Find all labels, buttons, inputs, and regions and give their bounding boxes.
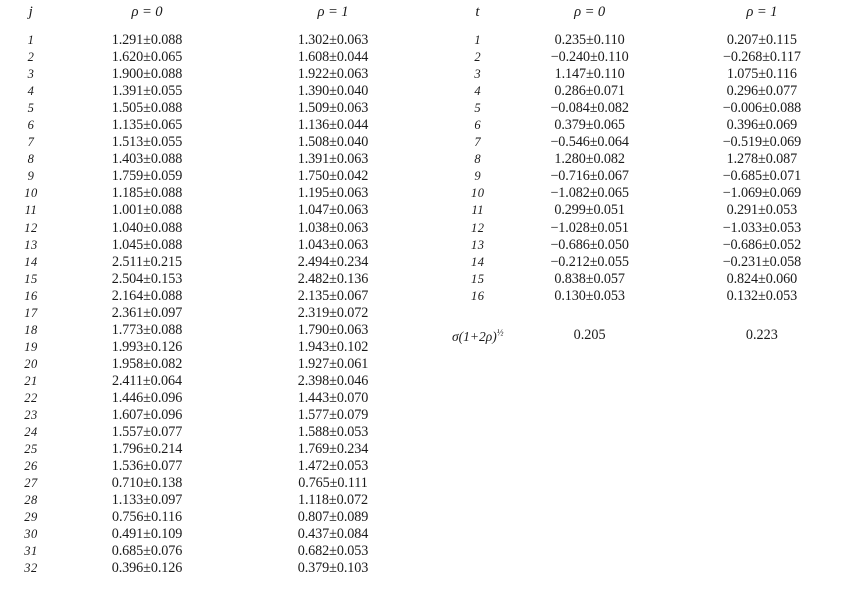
table-row	[8, 271, 426, 288]
left-cell-rho-0: 0.710±0.138	[111, 475, 183, 492]
left-row-index: 15	[24, 271, 38, 286]
left-row-index: 5	[27, 101, 35, 116]
sigma-hat-symbol	[452, 329, 504, 344]
right-row-index: 3	[474, 67, 482, 82]
left-cell-rho-1: 1.509±0.063	[297, 100, 369, 117]
left-cell-rho-1: 1.943±0.102	[297, 338, 369, 355]
left-header-rho-0: ρ = 0	[131, 4, 163, 20]
right-cell-rho-1: −0.268±0.117	[722, 49, 801, 66]
left-cell-rho-1: 1.118±0.072	[297, 492, 368, 509]
left-row-index: 6	[27, 118, 35, 133]
right-cell-rho-0: 1.280±0.082	[554, 151, 625, 168]
left-cell-rho-0: 2.164±0.088	[111, 287, 183, 304]
left-cell-rho-1: 2.398±0.046	[297, 372, 369, 389]
right-row-index: 14	[471, 254, 485, 269]
left-cell-rho-0: 1.513±0.055	[111, 134, 183, 151]
left-cell-rho-1: 0.765±0.111	[298, 475, 368, 492]
right-cell-rho-1: −0.231±0.058	[722, 253, 802, 270]
left-row-index: 29	[24, 510, 38, 525]
right-cell-rho-1: 0.296±0.077	[726, 83, 798, 100]
table-row	[452, 151, 848, 168]
table-row	[8, 83, 426, 100]
left-cell-rho-1: 1.608±0.044	[297, 49, 369, 66]
right-cell-rho-0: 0.299±0.051	[554, 202, 625, 219]
left-cell-rho-0: 1.391±0.055	[111, 83, 183, 100]
table-row	[8, 168, 426, 185]
left-cell-rho-1: 1.043±0.063	[297, 236, 369, 253]
summary-row	[452, 325, 848, 346]
table-row	[8, 66, 426, 83]
right-row-index: 11	[471, 203, 485, 218]
table-row	[452, 49, 848, 66]
table-row	[452, 237, 848, 254]
right-row-index: 4	[474, 84, 482, 99]
summary-label-exponent: ½	[496, 327, 504, 338]
left-cell-rho-1: 0.807±0.089	[297, 509, 369, 526]
left-row-index: 26	[24, 459, 38, 474]
right-row-index: 16	[471, 288, 485, 303]
left-header-row	[8, 4, 426, 32]
summary-value-rho-0: 0.205	[573, 326, 606, 343]
right-cell-rho-1: −1.033±0.053	[722, 219, 802, 236]
table-row	[452, 83, 848, 100]
left-cell-rho-0: 1.620±0.065	[111, 49, 183, 66]
table-row	[8, 237, 426, 254]
left-row-index: 25	[24, 442, 38, 457]
right-cell-rho-0: 0.286±0.071	[554, 83, 625, 100]
left-cell-rho-0: 1.185±0.088	[111, 185, 183, 202]
right-header-row	[452, 4, 848, 32]
right-cell-rho-0: 0.235±0.110	[554, 32, 625, 48]
left-header-rho-1: ρ = 1	[317, 4, 349, 20]
right-cell-rho-0: 1.147±0.110	[554, 66, 625, 83]
right-cell-rho-0: 0.838±0.057	[554, 270, 625, 287]
left-cell-rho-1: 2.135±0.067	[297, 287, 369, 304]
right-cell-rho-1: −0.685±0.071	[722, 168, 802, 185]
left-cell-rho-0: 0.756±0.116	[111, 509, 182, 526]
left-cell-rho-0: 1.045±0.088	[111, 236, 183, 253]
right-table-head	[452, 4, 848, 32]
left-row-index: 17	[24, 305, 38, 320]
left-cell-rho-1: 1.136±0.044	[297, 117, 369, 134]
right-cell-rho-0: 0.379±0.065	[554, 117, 625, 134]
left-row-index: 20	[24, 356, 38, 371]
right-cell-rho-1: 0.207±0.115	[726, 32, 797, 48]
right-header-rho-0: ρ = 0	[574, 4, 606, 20]
left-cell-rho-0: 0.491±0.109	[111, 526, 183, 543]
table-row	[8, 49, 426, 66]
left-cell-rho-0: 1.291±0.088	[111, 32, 183, 48]
summary-value-rho-1: 0.223	[745, 326, 778, 343]
left-row-index: 11	[24, 203, 38, 218]
table-row	[8, 305, 426, 322]
right-data-table	[452, 4, 848, 345]
right-cell-rho-1: 1.075±0.116	[726, 66, 797, 83]
right-cell-rho-0: −0.686±0.050	[550, 236, 629, 253]
left-cell-rho-0: 0.396±0.126	[111, 560, 183, 577]
right-cell-rho-0: −0.240±0.110	[550, 49, 629, 66]
table-row	[8, 373, 426, 390]
left-cell-rho-0: 1.446±0.096	[111, 389, 183, 406]
left-cell-rho-0: 1.133±0.097	[111, 492, 183, 509]
left-cell-rho-0: 1.607±0.096	[111, 407, 183, 424]
right-table-body	[452, 32, 848, 305]
left-cell-rho-1: 1.750±0.042	[297, 168, 369, 185]
summary-label-main: σ(1+2ρ)	[452, 329, 497, 345]
right-cell-rho-1: 1.278±0.087	[726, 151, 798, 168]
table-row	[8, 151, 426, 168]
left-cell-rho-1: 1.769±0.234	[297, 441, 369, 458]
right-row-index: 13	[471, 237, 485, 252]
table-row	[8, 492, 426, 509]
right-header-rho-1: ρ = 1	[746, 4, 778, 20]
left-row-index: 30	[24, 527, 38, 542]
summary-label	[452, 325, 504, 346]
left-cell-rho-1: 1.790±0.063	[297, 321, 369, 338]
left-cell-rho-0: 1.135±0.065	[111, 117, 183, 134]
left-row-index: 1	[27, 33, 35, 47]
left-cell-rho-1: 2.482±0.136	[297, 270, 369, 287]
table-row	[8, 356, 426, 373]
right-cell-rho-1: 0.291±0.053	[726, 202, 798, 219]
left-header-index: j	[28, 4, 34, 20]
table-row	[8, 407, 426, 424]
table-row	[452, 202, 848, 219]
left-cell-rho-0: 1.796±0.214	[111, 441, 183, 458]
left-row-index: 24	[24, 425, 38, 440]
left-row-index: 27	[24, 476, 38, 491]
left-row-index: 19	[24, 339, 38, 354]
left-table-head	[8, 4, 426, 32]
left-cell-rho-0: 2.411±0.064	[111, 372, 182, 389]
left-cell-rho-1: 1.390±0.040	[297, 83, 369, 100]
left-cell-rho-0: 1.040±0.088	[111, 219, 183, 236]
table-row	[452, 32, 848, 49]
left-row-index: 32	[24, 561, 38, 576]
table-row	[8, 560, 426, 577]
table-row	[8, 220, 426, 237]
left-cell-rho-0: 1.773±0.088	[111, 321, 183, 338]
left-row-index: 16	[24, 288, 38, 303]
table-row	[8, 117, 426, 134]
left-row-index: 4	[27, 84, 35, 99]
table-row	[8, 441, 426, 458]
left-cell-rho-0: 2.361±0.097	[111, 304, 183, 321]
table-row	[8, 185, 426, 202]
right-cell-rho-0: −0.084±0.082	[550, 100, 629, 117]
table-row	[8, 509, 426, 526]
left-row-index: 12	[24, 220, 38, 235]
left-row-index: 18	[24, 322, 38, 337]
left-cell-rho-1: 2.494±0.234	[297, 253, 369, 270]
right-row-index: 9	[474, 169, 482, 184]
right-row-index: 6	[474, 118, 482, 133]
left-row-index: 2	[27, 50, 35, 65]
right-cell-rho-0: −1.082±0.065	[550, 185, 629, 202]
left-cell-rho-0: 0.685±0.076	[111, 543, 183, 560]
table-row	[452, 254, 848, 271]
left-row-index: 10	[24, 186, 38, 201]
table-row	[8, 100, 426, 117]
right-cell-rho-0: −1.028±0.051	[550, 219, 629, 236]
table-row	[8, 339, 426, 356]
table-row	[8, 390, 426, 407]
left-cell-rho-1: 1.508±0.040	[297, 134, 369, 151]
table-row	[452, 271, 848, 288]
right-row-index: 5	[474, 101, 482, 116]
table-row	[8, 322, 426, 339]
right-cell-rho-0: −0.546±0.064	[550, 134, 629, 151]
right-row-index: 2	[474, 50, 482, 65]
right-cell-rho-1: −0.686±0.052	[722, 236, 802, 253]
right-cell-rho-1: 0.132±0.053	[726, 287, 798, 304]
left-cell-rho-1: 1.047±0.063	[297, 202, 369, 219]
right-row-index: 8	[474, 152, 482, 167]
table-row	[8, 526, 426, 543]
left-cell-rho-1: 1.927±0.061	[297, 355, 369, 372]
left-row-index: 14	[24, 254, 38, 269]
right-row-index: 1	[474, 33, 482, 47]
left-row-index: 23	[24, 408, 38, 423]
left-row-index: 28	[24, 493, 38, 508]
right-cell-rho-1: 0.396±0.069	[726, 117, 798, 134]
left-cell-rho-0: 1.900±0.088	[111, 66, 183, 83]
table-row	[452, 185, 848, 202]
left-row-index: 9	[27, 169, 35, 184]
left-row-index: 3	[27, 67, 35, 82]
right-row-index: 12	[471, 220, 485, 235]
right-row-index: 15	[471, 271, 485, 286]
left-row-index: 22	[24, 390, 38, 405]
left-row-index: 8	[27, 152, 35, 167]
right-table-foot	[452, 305, 848, 346]
left-cell-rho-1: 0.437±0.084	[297, 526, 369, 543]
left-cell-rho-0: 1.403±0.088	[111, 151, 183, 168]
right-cell-rho-0: −0.716±0.067	[550, 168, 629, 185]
left-cell-rho-0: 1.958±0.082	[111, 355, 183, 372]
left-row-index: 21	[24, 373, 38, 388]
left-cell-rho-1: 0.682±0.053	[297, 543, 369, 560]
right-cell-rho-1: 0.824±0.060	[726, 270, 798, 287]
left-cell-rho-1: 1.588±0.053	[297, 424, 369, 441]
table-row	[8, 543, 426, 560]
table-row	[8, 134, 426, 151]
table-row	[452, 100, 848, 117]
right-row-index: 10	[471, 186, 485, 201]
left-cell-rho-0: 1.993±0.126	[111, 338, 183, 355]
right-row-index: 7	[474, 135, 482, 150]
left-cell-rho-1: 1.302±0.063	[297, 32, 369, 48]
left-cell-rho-1: 1.577±0.079	[297, 407, 369, 424]
table-row	[8, 458, 426, 475]
left-row-index: 13	[24, 237, 38, 252]
left-cell-rho-1: 0.379±0.103	[297, 560, 369, 577]
left-cell-rho-1: 1.472±0.053	[297, 458, 369, 475]
table-row	[452, 134, 848, 151]
left-cell-rho-1: 1.443±0.070	[297, 389, 369, 406]
left-cell-rho-1: 2.319±0.072	[297, 304, 369, 321]
table-row	[8, 202, 426, 219]
left-cell-rho-0: 1.557±0.077	[111, 424, 183, 441]
table-row	[452, 66, 848, 83]
left-data-table	[8, 4, 426, 578]
table-row	[452, 288, 848, 305]
left-cell-rho-0: 2.511±0.215	[111, 253, 182, 270]
left-cell-rho-1: 1.922±0.063	[297, 66, 369, 83]
left-cell-rho-1: 1.195±0.063	[297, 185, 369, 202]
table-row	[452, 220, 848, 237]
table-row	[452, 168, 848, 185]
left-cell-rho-0: 1.759±0.059	[111, 168, 183, 185]
left-cell-rho-1: 1.391±0.063	[297, 151, 369, 168]
table-row	[8, 32, 426, 49]
summary-spacer-row	[452, 305, 848, 325]
table-row	[452, 117, 848, 134]
right-cell-rho-0: 0.130±0.053	[554, 287, 625, 304]
table-row	[8, 288, 426, 305]
left-cell-rho-0: 2.504±0.153	[111, 270, 183, 287]
table-row	[8, 254, 426, 271]
left-row-index: 31	[24, 544, 38, 559]
left-cell-rho-0: 1.505±0.088	[111, 100, 183, 117]
left-cell-rho-0: 1.536±0.077	[111, 458, 183, 475]
left-cell-rho-0: 1.001±0.088	[111, 202, 183, 219]
left-cell-rho-1: 1.038±0.063	[297, 219, 369, 236]
table-row	[8, 475, 426, 492]
right-cell-rho-1: −1.069±0.069	[722, 185, 802, 202]
left-table-body	[8, 32, 426, 578]
left-row-index: 7	[27, 135, 35, 150]
right-cell-rho-0: −0.212±0.055	[550, 253, 629, 270]
table-row	[8, 424, 426, 441]
right-cell-rho-1: −0.006±0.088	[722, 100, 802, 117]
right-header-index: t	[475, 4, 481, 20]
right-cell-rho-1: −0.519±0.069	[722, 134, 802, 151]
